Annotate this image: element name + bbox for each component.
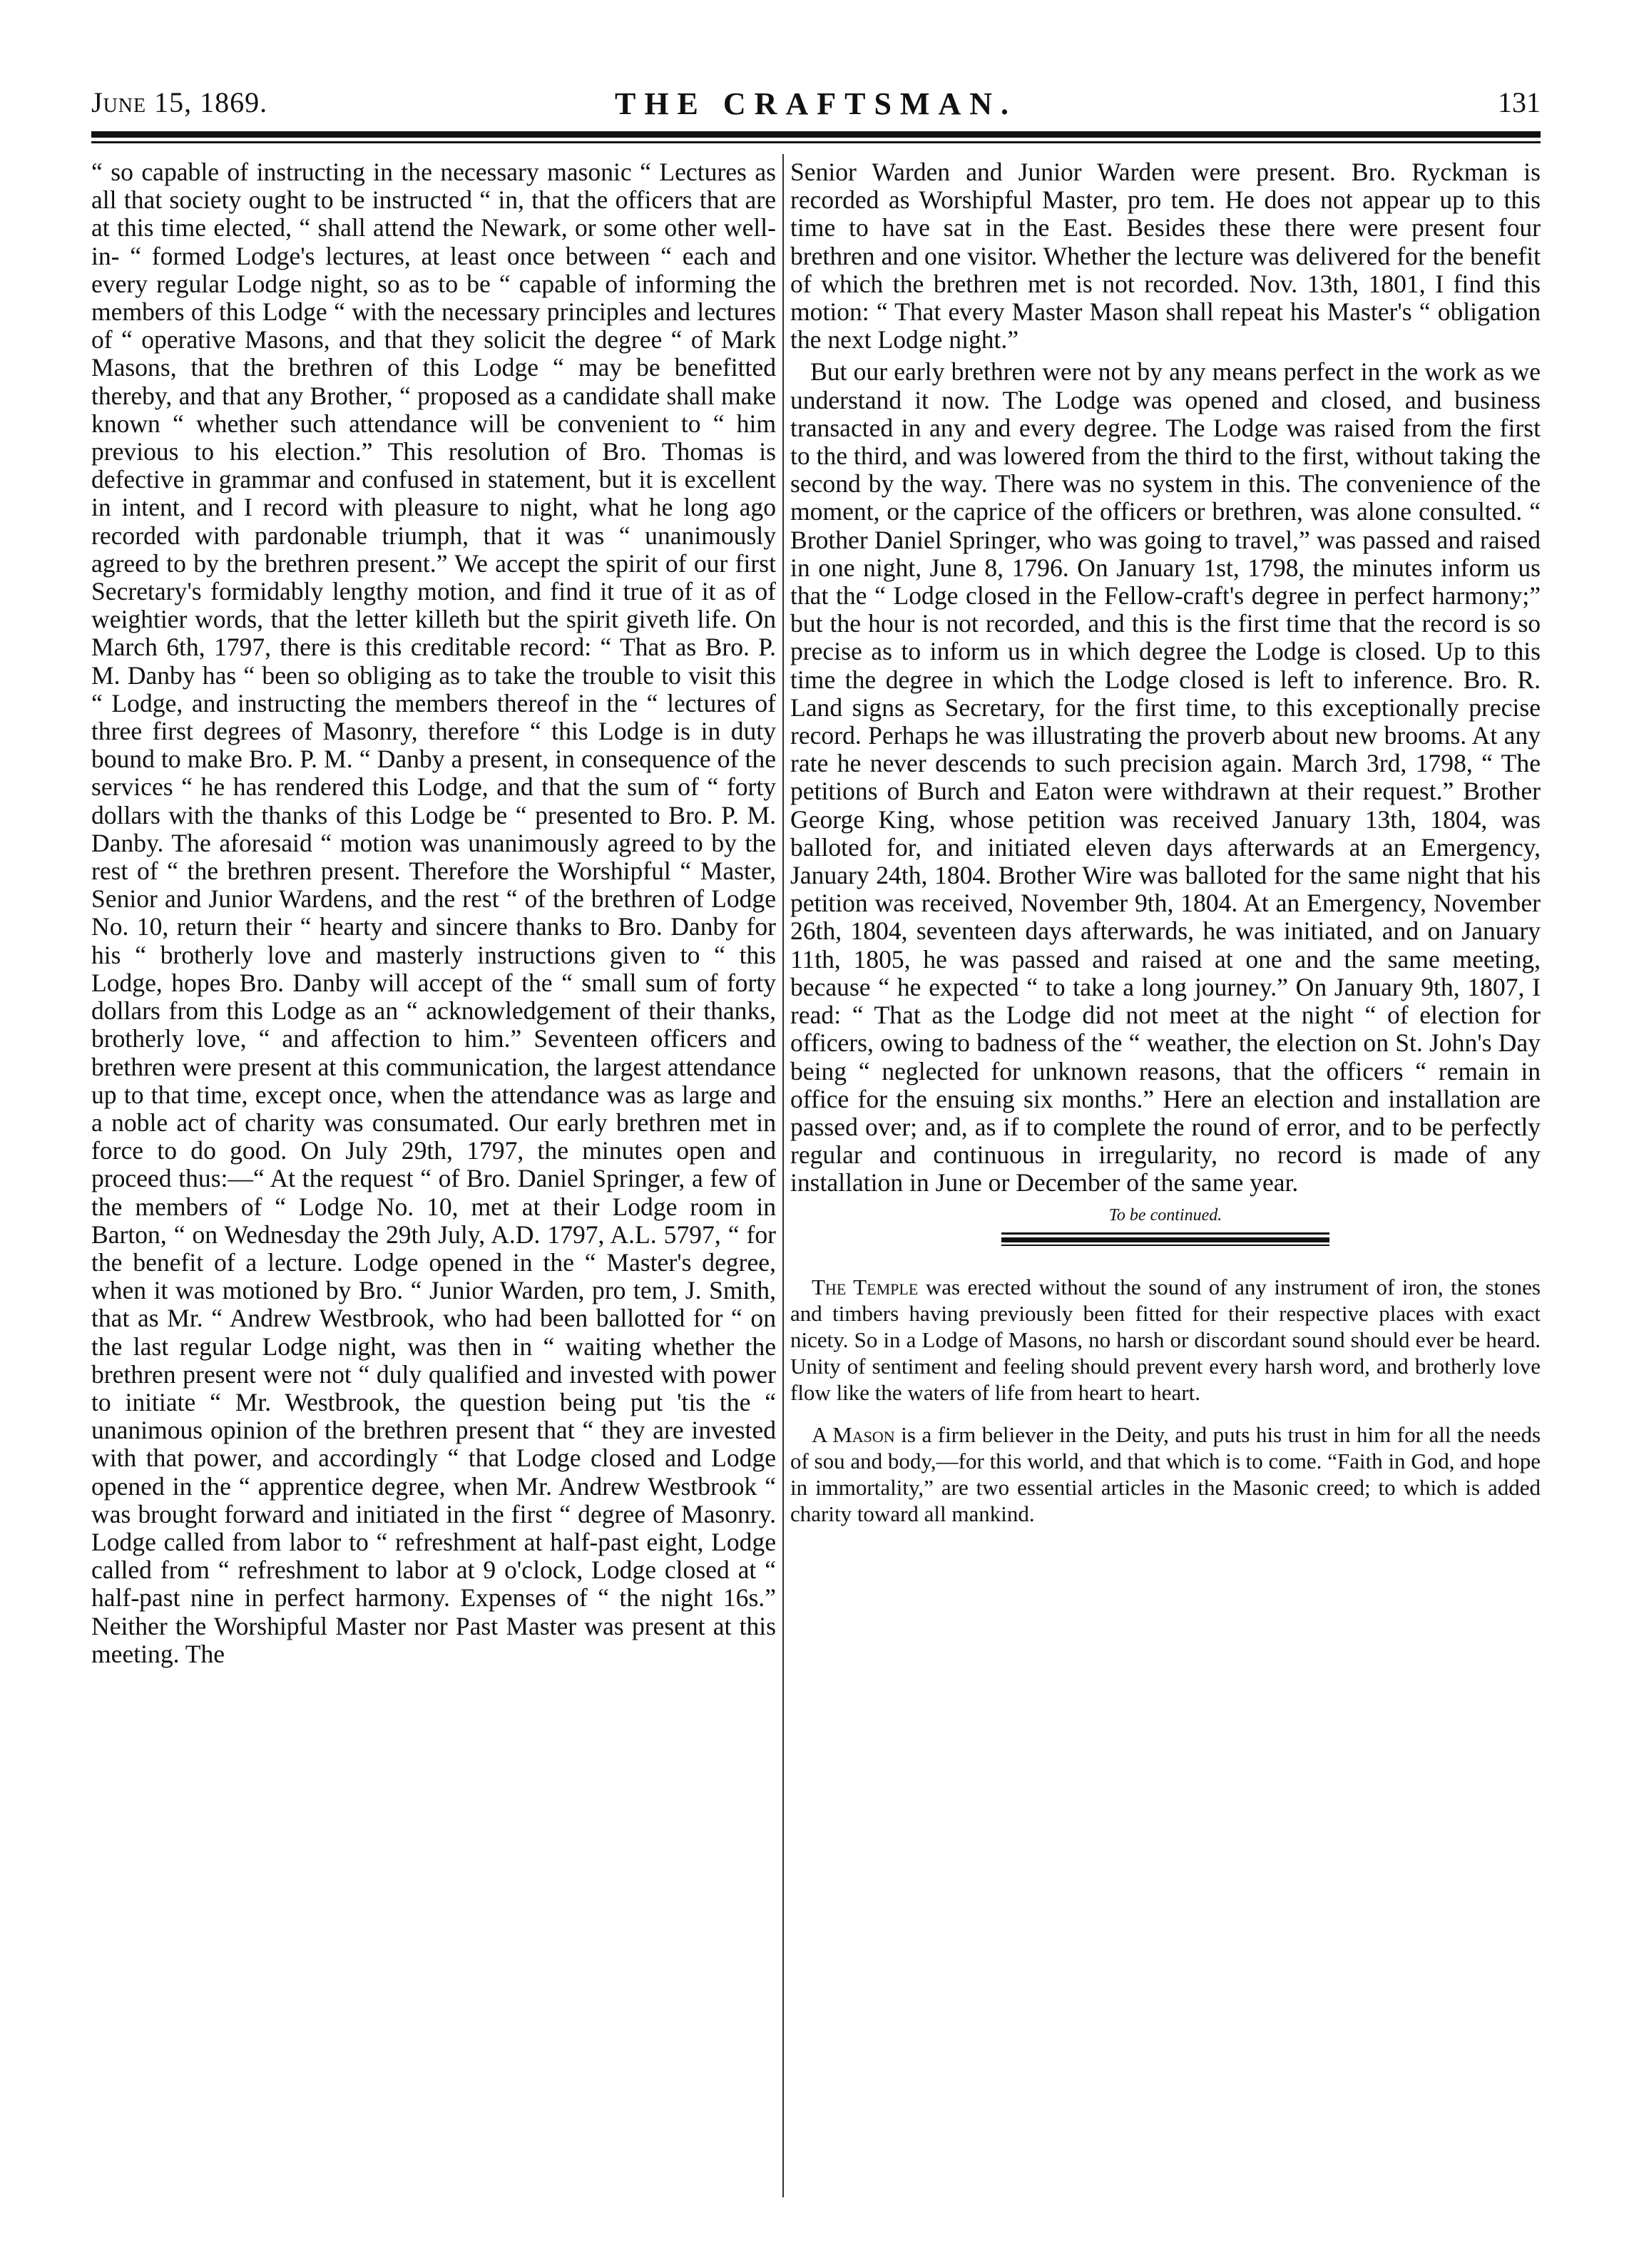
temple-lead: The Temple (812, 1274, 919, 1299)
page-number: 131 (1498, 86, 1541, 118)
column-divider (782, 154, 784, 2197)
temple-text: was erected without the sound of any instrument of iron, the stones and timbers having previously been fitted for their respective places with exact nicety. So in a Lodge of Masons, no harsh or discordant sound should ever be heard. Unity of sentiment and feeling should prevent every harsh word, and brotherly love flow like the waters of life from heart to heart. (790, 1274, 1541, 1405)
to-be-continued: To be continued. (1108, 1205, 1222, 1225)
mason-lead: A Mason (812, 1421, 895, 1447)
header-rule-thin (91, 141, 1541, 143)
right-column-paragraph: Senior Warden and Junior Warden were present. Bro. Ryckman is recorded as Worshipful Master, pro tem. He does not appear up to this time to have sat in the East. Besides these there were present four brethren and one visitor. Whether the lecture was delivered for the benefit of which the brethren met is not recorded. Nov. 13th, 1801, I find this motion: “ That every Master Mason shall repeat his Master's “ obligation the next Lodge night.” (790, 158, 1541, 354)
left-column-text: “ so capable of instructing in the necessary masonic “ Lectures as all that society ought to be instructed “ in, that the officers that are at this time elected, “ shall attend the Newark, or some other well-in- “ formed Lodge's lectures, at least once between “ each and every regular Lodge night, so as to be “ capable of informing the members of this Lodge “ with the necessary principles and lectures of “ operative Masons, and that they solicit the degree “ of Mark Masons, that the brethren of this Lodge “ may be benefitted thereby, and that any Brother, “ proposed as a candidate shall make known “ whether such attendance will be convenient to “ him previous to his election.” This resolution of Bro. Thomas is defective in grammar and confused in statement, but it is excellent in intent, and I record with pleasure to night, what he long ago recorded with pardonable triumph, that it was “ unanimously agreed to by the brethren present.” We accept the spirit of our first Secretary's formidably lengthy motion, and find it true of it as of weightier words, that the letter killeth but the spirit giveth life. On March 6th, 1797, there is this creditable record: “ That as Bro. P. M. Danby has “ been so obliging as to take the trouble to visit this “ Lodge, and instructing the members thereof in the “ lectures of three first degrees of Masonry, therefore “ this Lodge is in duty bound to make Bro. P. M. “ Danby a present, in consequence of the services “ he has rendered this Lodge, and that the sum of “ forty dollars with the thanks of this Lodge be “ presented to Bro. P. M. Danby. The aforesaid “ motion was unanimously agreed to by the rest of “ the brethren present. Therefore the Worshipful “ Master, Senior and Junior Wardens, and the rest “ of the brethren of Lodge No. 10, return their “ hearty and sincere thanks to Bro. Danby for his “ brotherly love and masterly instructions given to “ this Lodge, hopes Bro. Danby will accept of the “ small sum of forty dollars from this Lodge as an “ acknowledgement of their thanks, brotherly love, “ and affection to him.” Seventeen officers and brethren were present at this communication, the largest attendance up to that time, except once, when the attendance was as large and a noble act of charity was consumated. Our early brethren met in force to do good. On July 29th, 1797, the minutes open and proceed thus:—“ At the request “ of Bro. Daniel Springer, a few of the members of “ Lodge No. 10, met at their Lodge room in Barton, “ on Wednesday the 29th July, A.D. 1797, A.L. 5797, “ for the benefit of a lecture. Lodge opened in the “ Master's degree, when it was motioned by Bro. “ Junior Warden, pro tem, J. Smith, that as Mr. “ Andrew Westbrook, who had been ballotted for “ on the last regular Lodge night, was then in “ waiting whether the brethren present were not “ duly qualified and invested with power to initiate “ Mr. Westbrook, the question being put 'tis the “ unanimous opinion of the brethren present that “ they are invested with that power, and accordingly “ that Lodge closed and Lodge opened in the “ apprentice degree, when Mr. Andrew Westbrook “ was brought forward and initiated in the first “ degree of Masonry. Lodge called from labor to “ refreshment at half-past eight, Lodge called from “ refreshment to labor at 9 o'clock, Lodge closed at “ half-past nine in perfect harmony. Expenses of “ the night 16s.” Neither the Worshipful Master nor Past Master was present at this meeting. The (91, 158, 776, 1668)
section-separator (1001, 1232, 1329, 1245)
right-column (790, 158, 1541, 1527)
header-rule-thick (91, 131, 1541, 138)
issue-date: June 15, 1869. (91, 86, 268, 118)
mason-paragraph (790, 1421, 1541, 1527)
right-column-paragraph: But our early brethren were not by any means perfect in the work as we understand it now. The Lodge was opened and closed, and business transacted in any and every degree. The Lodge was raised from the first to the third, and was lowered from the third to the first, without taking the second by the way. There was no system in this. The convenience of the moment, or the caprice of the officers or brethren, was alone consulted. “ Brother Daniel Springer, who was going to travel,” was passed and raised in one night, June 8, 1796. On January 1st, 1798, the minutes inform us that the “ Lodge closed in the Fellow-craft's degree in perfect harmony;” but the hour is not recorded, and this is the first time that the record is so precise as to inform us in which degree the Lodge is closed. Up to this time the degree in which the Lodge closed is left to inference. Bro. R. Land signs as Secretary, for the first time, to this exceptionally precise record. Perhaps he was illustrating the proverb about new brooms. At any rate he never descends to such precision again. March 3rd, 1798, “ The petitions of Burch and Eaton were withdrawn at their request.” Brother George King, whose petition was received January 13th, 1804, was balloted for, and initiated eleven days afterwards at an Emergency, January 24th, 1804. Brother Wire was balloted for the same night that his petition was received, November 9th, 1804. At an Emergency, November 26th, 1804, seventeen days afterwards, he was initiated, and on January 11th, 1805, he was passed and raised at one and the same meeting, because “ he expected “ to take a long journey.” On January 9th, 1807, I read: “ That as the Lodge did not meet at the night “ of election for officers, owing to badness of the “ weather, the election on St. John's Day being “ neglected for unknown reasons, that the officers “ remain in office for the ensuing six months.” Here an election and installation are passed over; and, as if to complete the round of error, and to be perfectly regular and continuous in irregularity, no record is made of any installation in June or December of the same year. (790, 357, 1541, 1197)
publication-title: THE CRAFTSMAN. (614, 86, 1018, 121)
left-column (91, 158, 776, 1668)
temple-paragraph (790, 1274, 1541, 1406)
running-header (91, 86, 1541, 128)
mason-text: is a firm believer in the Deity, and puts his trust in him for all the needs of sou and body,—for this world, and that which is to come. “Faith in God, and hope in immortality,” are two essential articles in the Masonic creed; to which is added charity toward all mankind. (790, 1421, 1541, 1526)
